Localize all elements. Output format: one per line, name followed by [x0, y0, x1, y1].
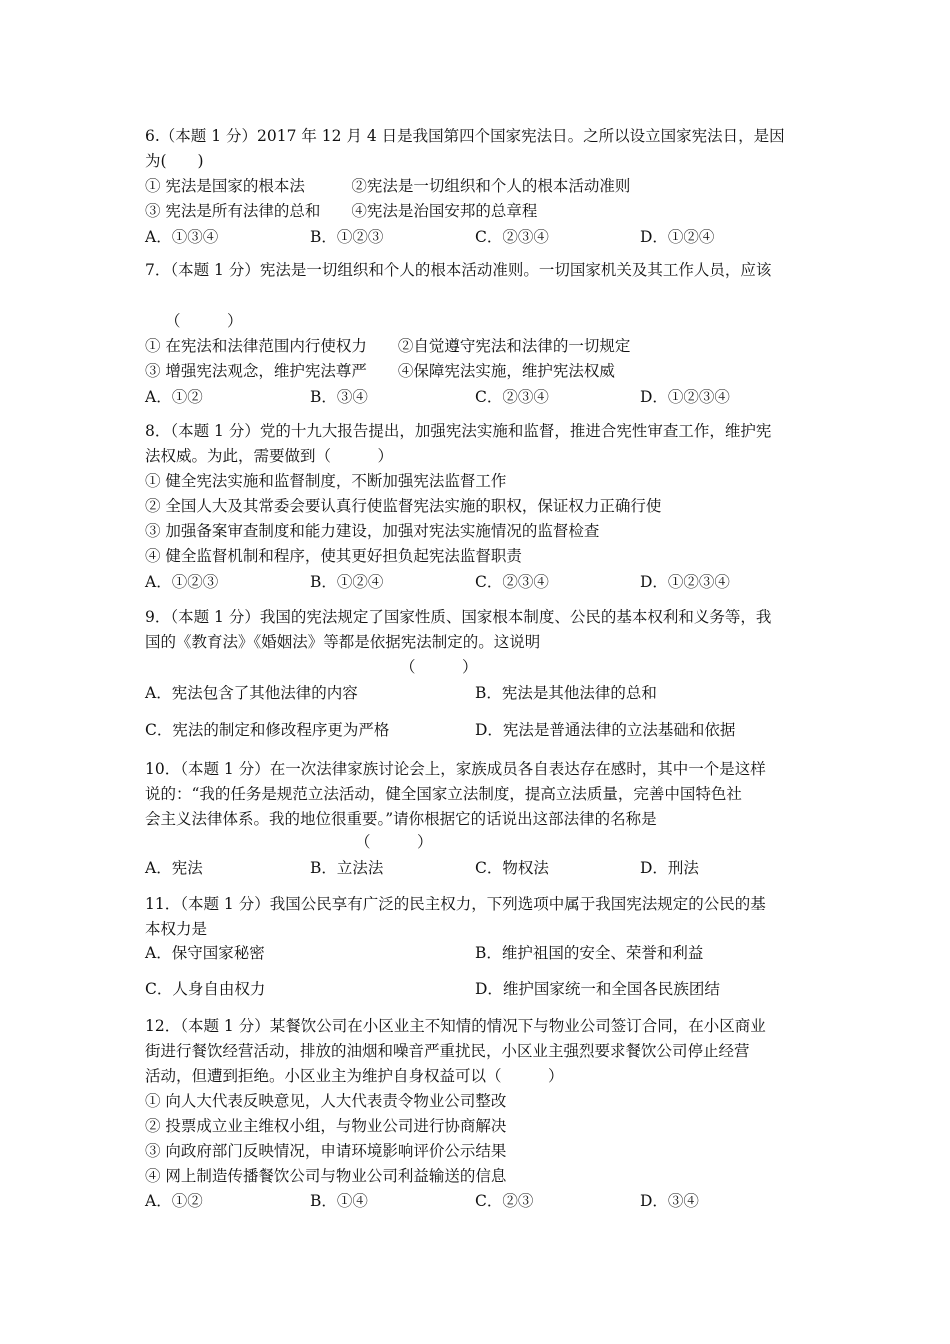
- q10-option-b: B．立法法: [310, 859, 384, 877]
- q8-item-2: ② 全国人大及其常委会要认真行使监督宪法实施的职权，保证权力正确行使: [145, 497, 662, 515]
- q12-stem-line3: 活动，但遭到拒绝。小区业主为维护自身权益可以（ ）: [145, 1067, 564, 1085]
- q8-option-d: D．①②③④: [640, 573, 730, 591]
- q7-option-b: B．③④: [310, 388, 368, 406]
- q7-answer-paren: （ ）: [165, 312, 243, 330]
- q6-option-d: D．①②④: [640, 228, 715, 246]
- q9-option-c: C．宪法的制定和修改程序更为严格: [145, 721, 390, 739]
- q8-stem-line2: 法权威。为此，需要做到（ ）: [145, 447, 394, 465]
- q12-stem-line2: 街进行餐饮经营活动，排放的油烟和噪音严重扰民，小区业主强烈要求餐饮公司停止经营: [145, 1042, 750, 1060]
- q9-stem-line1: 9．（本题 1 分）我国的宪法规定了国家性质、国家根本制度、公民的基本权利和义务等，我: [145, 608, 772, 626]
- q11-option-d: D．维护国家统一和全国各民族团结: [475, 980, 720, 998]
- q12-item-3: ③ 向政府部门反映情况，申请环境影响评价公示结果: [145, 1142, 507, 1160]
- q12-item-1: ① 向人大代表反映意见，人大代表责令物业公司整改: [145, 1092, 507, 1110]
- q10-option-a: A．宪法: [145, 859, 203, 877]
- q8-item-4: ④ 健全监督机制和程序，使其更好担负起宪法监督职责: [145, 547, 522, 565]
- q6-stem-line1: 6.（本题 1 分）2017 年 12 月 4 日是我国第四个国家宪法日。之所以设立国家宪法日，是因: [145, 127, 785, 145]
- q6-stem-line2: 为( ): [145, 152, 204, 170]
- q6-item-2: ③ 宪法是所有法律的总和 ④宪法是治国安邦的总章程: [145, 202, 538, 220]
- q9-option-b: B．宪法是其他法律的总和: [475, 684, 657, 702]
- q11-stem-line2: 本权力是: [145, 920, 208, 938]
- q8-item-3: ③ 加强备案审查制度和能力建设，加强对宪法实施情况的监督检查: [145, 522, 600, 540]
- q10-option-c: C．物权法: [475, 859, 549, 877]
- q6-option-b: B．①②③: [310, 228, 384, 246]
- q10-answer-paren: （ ）: [355, 833, 433, 851]
- q12-item-4: ④ 网上制造传播餐饮公司与物业公司利益输送的信息: [145, 1167, 507, 1185]
- q7-option-a: A．①②: [145, 388, 203, 406]
- q10-stem-line3: 会主义法律体系。我的地位很重要。”请你根据它的话说出这部法律的名称是: [145, 810, 657, 828]
- q9-answer-paren: （ ）: [400, 658, 478, 676]
- q12-option-b: B．①④: [310, 1192, 368, 1210]
- q8-option-b: B．①②④: [310, 573, 384, 591]
- q9-stem-line2: 国的《教育法》《婚姻法》等都是依据宪法制定的。这说明: [145, 633, 541, 651]
- q12-option-c: C．②③: [475, 1192, 534, 1210]
- q11-option-a: A．保守国家秘密: [145, 944, 265, 962]
- q7-item-1: ① 在宪法和法律范围内行使权力 ②自觉遵守宪法和法律的一切规定: [145, 337, 631, 355]
- q8-option-a: A．①②③: [145, 573, 219, 591]
- q10-stem-line1: 10．（本题 1 分）在一次法律家族讨论会上，家族成员各自表达存在感时，其中一个是这样: [145, 760, 766, 778]
- q7-option-d: D．①②③④: [640, 388, 730, 406]
- q10-stem-line2: 说的：“我的任务是规范立法活动，健全国家立法制度，提高立法质量，完善中国特色社: [145, 785, 742, 803]
- q12-item-2: ② 投票成立业主维权小组，与物业公司进行协商解决: [145, 1117, 507, 1135]
- q8-item-1: ① 健全宪法实施和监督制度，不断加强宪法监督工作: [145, 472, 507, 490]
- q6-option-a: A．①③④: [145, 228, 219, 246]
- q7-item-2: ③ 增强宪法观念，维护宪法尊严 ④保障宪法实施，维护宪法权威: [145, 362, 615, 380]
- q6-option-c: C．②③④: [475, 228, 549, 246]
- q11-stem-line1: 11．（本题 1 分）我国公民享有广泛的民主权力，下列选项中属于我国宪法规定的公民的基: [145, 895, 766, 913]
- q6-item-1: ① 宪法是国家的根本法 ②宪法是一切组织和个人的根本活动准则: [145, 177, 631, 195]
- q9-option-d: D．宪法是普通法律的立法基础和依据: [475, 721, 736, 739]
- q7-option-c: C．②③④: [475, 388, 549, 406]
- q7-stem-line1: 7．（本题 1 分）宪法是一切组织和个人的根本活动准则。一切国家机关及其工作人员，应该: [145, 261, 772, 279]
- q11-option-c: C．人身自由权力: [145, 980, 266, 998]
- q12-option-a: A．①②: [145, 1192, 203, 1210]
- q8-option-c: C．②③④: [475, 573, 549, 591]
- q10-option-d: D．刑法: [640, 859, 699, 877]
- q12-option-d: D．③④: [640, 1192, 699, 1210]
- q9-option-a: A．宪法包含了其他法律的内容: [145, 684, 358, 702]
- q12-stem-line1: 12．（本题 1 分）某餐饮公司在小区业主不知情的情况下与物业公司签订合同，在小区商业: [145, 1017, 766, 1035]
- q11-option-b: B．维护祖国的安全、荣誉和利益: [475, 944, 704, 962]
- q8-stem-line1: 8．（本题 1 分）党的十九大报告提出，加强宪法实施和监督，推进合宪性审查工作，维护宪: [145, 422, 772, 440]
